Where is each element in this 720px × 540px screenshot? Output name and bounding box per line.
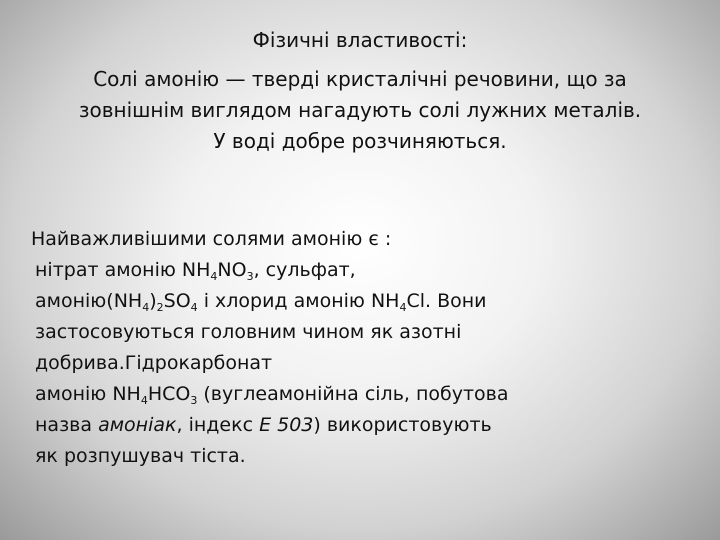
body-line-3-prefix: амонію( xyxy=(35,290,114,312)
formula-part: SO xyxy=(163,290,191,312)
formula-subscript: 4 xyxy=(399,301,407,314)
intro-line-3: У воді добре розчиняються. xyxy=(213,129,507,153)
food-index-italic: E 503 xyxy=(259,414,314,436)
formula-part: NH xyxy=(112,383,141,405)
body-line-2-suffix: , сульфат, xyxy=(253,259,356,281)
body-line-1: Найважливішими солями амонію є : xyxy=(31,228,392,250)
formula-part: NO xyxy=(217,259,247,281)
ammonium-nitrate-formula xyxy=(182,259,254,281)
body-line-2 xyxy=(31,255,691,286)
body-line-7-suffix: ) використовують xyxy=(313,414,492,436)
slide-title: Фізичні властивості: xyxy=(252,28,468,52)
intro-paragraph xyxy=(0,64,720,157)
body-line-2-prefix: нітрат амонію xyxy=(35,259,182,281)
formula-part: HCO xyxy=(147,383,191,405)
ammonium-chloride-formula xyxy=(371,290,425,312)
formula-subscript: 3 xyxy=(190,394,198,407)
household-name-italic: амоніак xyxy=(98,414,177,436)
body-line-3-middle: і хлорид амонію xyxy=(197,290,371,312)
body-line-7-middle: , індекс xyxy=(176,414,260,436)
body-line-3-suffix: . Вони xyxy=(425,290,487,312)
ammonium-sulfate-formula xyxy=(114,290,198,312)
formula-subscript: 4 xyxy=(190,301,198,314)
formula-subscript: 4 xyxy=(140,394,148,407)
body-line-6-prefix: амонію xyxy=(35,383,113,405)
formula-subscript: 4 xyxy=(142,301,150,314)
body-line-8: як розпушувач тіста. xyxy=(35,445,246,467)
body-line-6 xyxy=(31,379,691,410)
intro-line-1: Солі амонію — тверді кристалічні речовини, що за xyxy=(93,67,627,91)
formula-subscript: 3 xyxy=(246,270,254,283)
formula-subscript: 4 xyxy=(210,270,218,283)
body-line-6-suffix: (вуглеамонійна сіль, побутова xyxy=(197,383,509,405)
body-line-3 xyxy=(31,286,691,317)
body-line-5: добрива.Гідрокарбонат xyxy=(35,352,273,374)
formula-part: NH xyxy=(113,290,143,312)
formula-part: NH xyxy=(181,259,211,281)
ammonium-bicarbonate-formula xyxy=(112,383,197,405)
body-line-7-prefix: назва xyxy=(35,414,99,436)
formula-part: Cl xyxy=(406,290,425,312)
formula-subscript: 2 xyxy=(156,301,164,314)
intro-line-2: зовнішнім виглядом нагадують солі лужних металів. xyxy=(78,98,642,122)
body-line-4: застосовуються головним чином як азотні xyxy=(35,321,462,343)
formula-part: NH xyxy=(370,290,400,312)
body-line-7 xyxy=(31,410,691,441)
formula-part: ) xyxy=(149,290,157,312)
body-paragraph xyxy=(31,224,691,472)
